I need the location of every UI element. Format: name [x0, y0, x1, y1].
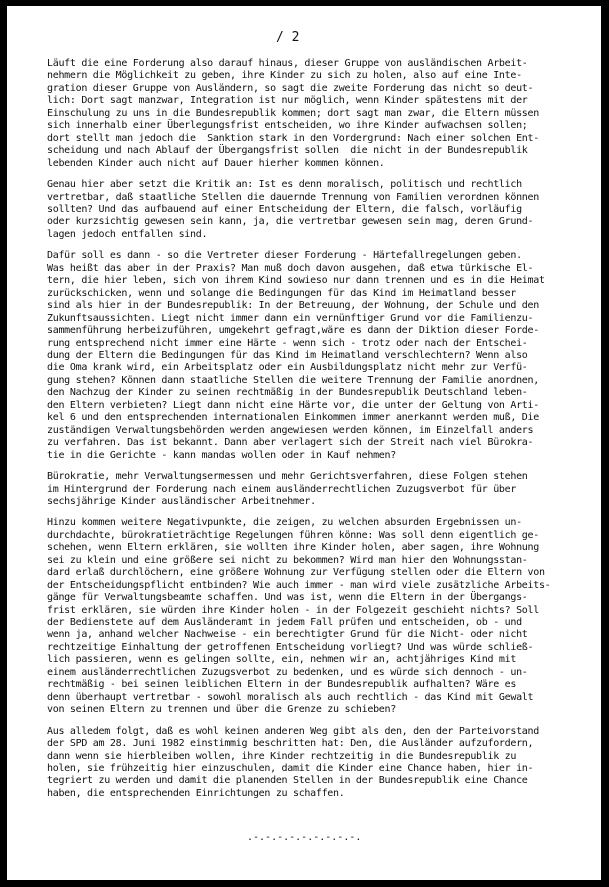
- text-line: Hinzu kommen weitere Negativpunkte, die zeigen, zu welchen absurden Ergebnissen un-: [47, 517, 522, 529]
- text-line: scheidung und nach Ablauf der Übergangsfrist sollen die nicht in der Bundesrepublik: [47, 145, 528, 157]
- text-line: vertretbar, daß staatliche Stellen die dauernde Trennung von Familien verordnen können: [47, 191, 539, 203]
- text-line: lich passieren, wenn es gelingen sollte, ein, nehmen wir an, achtjähriges Kind mit: [47, 654, 517, 666]
- text-line: lich: Dort sagt manzwar, Integration ist nur möglich, wenn Kinder spätestens mit der: [47, 95, 528, 107]
- text-line: tern, die hier leben, sich von ihrem Kind sowieso nur dann trennen und es in die Heimat: [47, 275, 545, 287]
- text-line: frist erklären, sie würden ihre Kinder holen - in der Folgezeit geschieht nichts? Soll: [47, 604, 539, 616]
- text-line: von seinen Eltern zu trennen und über die Grenze zu schieben?: [47, 704, 396, 716]
- text-line: lagen jedoch entfallen sind.: [47, 228, 208, 240]
- text-line: die Oma krank wird, ein Arbeitsplatz oder ein Ausbildungsplatz nicht mehr zur Verfü-: [47, 362, 528, 374]
- document-page: [7, 6, 601, 880]
- paragraph: [47, 179, 591, 241]
- text-line: im Hintergrund der Forderung nach einem ausländerrechtlichen Zuzugsverbot für über: [47, 483, 517, 495]
- text-line: Genau hier aber setzt die Kritik an: Ist es denn moralisch, politisch und rechtlich: [47, 179, 522, 191]
- text-line: Einschulung zu uns in die Bundesrepublik kommen; dort sagt man zwar, die Eltern müssen: [47, 107, 539, 119]
- text-line: tie in die Gerichte - kann mandas wollen oder in Kauf nehmen?: [47, 449, 396, 461]
- page-number: / 2: [276, 30, 300, 45]
- text-line: gration dieser Gruppe von Ausländern, so sagt die zweite Forderung das nicht so deut-: [47, 82, 534, 94]
- text-line: lebenden Kinder auch nicht auf Dauer hierher kommen können.: [47, 157, 385, 169]
- text-line: dung der Eltern die Bedingungen für das Kind im Heimatland verschlechtern? Wenn also: [47, 349, 528, 361]
- text-line: sammenführung herbeizuführen, umgekehrt gefragt,wäre es dann der Diktion dieser Forde-: [47, 325, 539, 337]
- paragraph: [47, 58, 591, 170]
- paragraph: [47, 726, 591, 801]
- text-line: nehmern die Möglichkeit zu geben, ihre Kinder zu sich zu holen, also auf eine Inte-: [47, 70, 522, 82]
- text-line: der SPD am 28. Juni 1982 einstimmig beschritten hat: Den, die Ausländer aufzufordern,: [47, 738, 534, 750]
- text-line: sei zu klein und eine größere sei nicht zu bekommen? Wird man hier den Wohnungsstan-: [47, 554, 528, 566]
- text-line: oder kurzsichtig gewesen sein kann, ja, die vertretbar gewesen sein mag, deren Grund-: [47, 216, 534, 228]
- text-line: Bürokratie, mehr Verwaltungsermessen und mehr Gerichtsverfahren, diese Folgen stehen: [47, 471, 528, 483]
- text-line: tegriert zu werden und damit die planenden Stellen in der Bundesrepublik eine Chance: [47, 775, 528, 787]
- text-line: denn überhaupt vertretbar - sowohl moralisch als auch rechtlich - das Kind mit Gewalt: [47, 691, 534, 703]
- paragraph: [47, 250, 591, 462]
- text-line: zuständigen Verwaltungsbehörden werden angewiesen werden können, im Einzelfall anders: [47, 424, 534, 436]
- text-line: gung stehen? Können dann staatliche Stellen die weitere Trennung der Familie anordnen,: [47, 374, 539, 386]
- body-text: [47, 58, 591, 809]
- text-line: haben, die entsprechenden Einrichtungen zu schaffen.: [47, 787, 345, 799]
- text-line: rechtmäßig - bei seinen leiblichen Eltern in der Bundesrepublik aufhalten? Wäre es: [47, 679, 517, 691]
- text-line: zu verfahren. Das ist bekannt. Dann aber verlagert sich der Streit nach viel Bürokra-: [47, 437, 534, 449]
- text-line: sich innerhalb einer Überlegungsfrist entscheiden, wo ihre Kinder aufwachsen sollen;: [47, 120, 528, 132]
- text-line: zurückschicken, wenn und solange die Bedingungen für das Kind im Heimatland besser: [47, 287, 517, 299]
- text-line: dort stellt man jedoch die Sanktion stark in den Vordergrund: Nach einer solchen Ent-: [47, 132, 539, 144]
- text-line: Dafür soll es dann - so die Vertreter dieser Forderung - Härtefallregelungen geben.: [47, 250, 522, 262]
- text-line: wenn ja, anhand welcher Nachweise - ein berechtigter Grund für die Nicht- oder nicht: [47, 629, 528, 641]
- text-line: den Nachzug der Kinder zu seinen rechtmäßig in der Bundesrepublik Deutschland leben-: [47, 387, 528, 399]
- text-line: sechsjährige Kinder ausländischer Arbeitnehmer.: [47, 495, 316, 507]
- text-line: kel 6 und den entsprechenden internationalen Einkommen immer anerkannt werden muß, Die: [47, 412, 539, 424]
- text-line: rechtzeitige Einhaltung der getroffenen Entscheidung vorliegt? Und was würde schließ-: [47, 641, 534, 653]
- paragraph: [47, 517, 591, 716]
- text-line: sollten? Und das aufbauend auf einer Entscheidung der Eltern, die falsch, vorläufig: [47, 203, 522, 215]
- text-line: rung entsprechend nicht immer eine Härte - wenn sich - trotz oder nach der Entschei-: [47, 337, 528, 349]
- text-line: dann wenn sie hierbleiben wollen, ihre Kinder rechtzeitig in die Bundesrepublik zu: [47, 750, 517, 762]
- closing-mark: .-.-.-.-.-.-.-.-.-.: [247, 832, 362, 843]
- paragraph: [47, 471, 591, 508]
- text-line: holen, sie frühzeitig hier einzuschulen, damit die Kinder eine Chance haben, hier in-: [47, 763, 534, 775]
- text-line: einem ausländerrechtlichen Zuzugsverbot zu bedenken, und es würde sich dennoch - un-: [47, 666, 528, 678]
- text-line: der Entscheidungspflicht entbinden? Wie auch immer - man wird viele zusätzliche Arbeits-: [47, 579, 551, 591]
- text-line: sind als hier in der Bundesrepublik: In der Betreuung, der Wohnung, der Schule und den: [47, 300, 539, 312]
- text-line: dard erlaß durchlöchern, eine größere Wohnung zur Verfügung stellen oder die Eltern von: [47, 567, 545, 579]
- text-line: durchdachte, bürokratieträchtige Regelungen führen könne: Was soll denn eigentlich ge-: [47, 529, 539, 541]
- text-line: schehen, wenn Eltern erklären, sie wollten ihre Kinder holen, aber sagen, ihre Wohnung: [47, 542, 539, 554]
- text-line: Läuft die eine Forderung also darauf hinaus, dieser Gruppe von ausländischen Arbeit-: [47, 58, 528, 69]
- text-line: der Bedienstete auf dem Ausländeramt in jedem Fall prüfen und entscheiden, ob - und: [47, 617, 522, 629]
- text-line: Aus alledem folgt, daß es wohl keinen anderen Weg gibt als den, den der Parteivorstand: [47, 725, 539, 737]
- text-line: gänge für Verwaltungsbeamte schaffen. Und was ist, wenn die Eltern in der Übergangs-: [47, 592, 528, 604]
- text-line: Zukunftsaussichten. Liegt nicht immer dann ein vernünftiger Grund vor die Familienzu-: [47, 312, 534, 324]
- text-line: Was heißt das aber in der Praxis? Man muß doch davon ausgehen, daß etwa türkische El-: [47, 262, 534, 274]
- text-line: den Eltern verbieten? Liegt dann nicht eine Härte vor, die unter der Geltung von Arti-: [47, 399, 539, 411]
